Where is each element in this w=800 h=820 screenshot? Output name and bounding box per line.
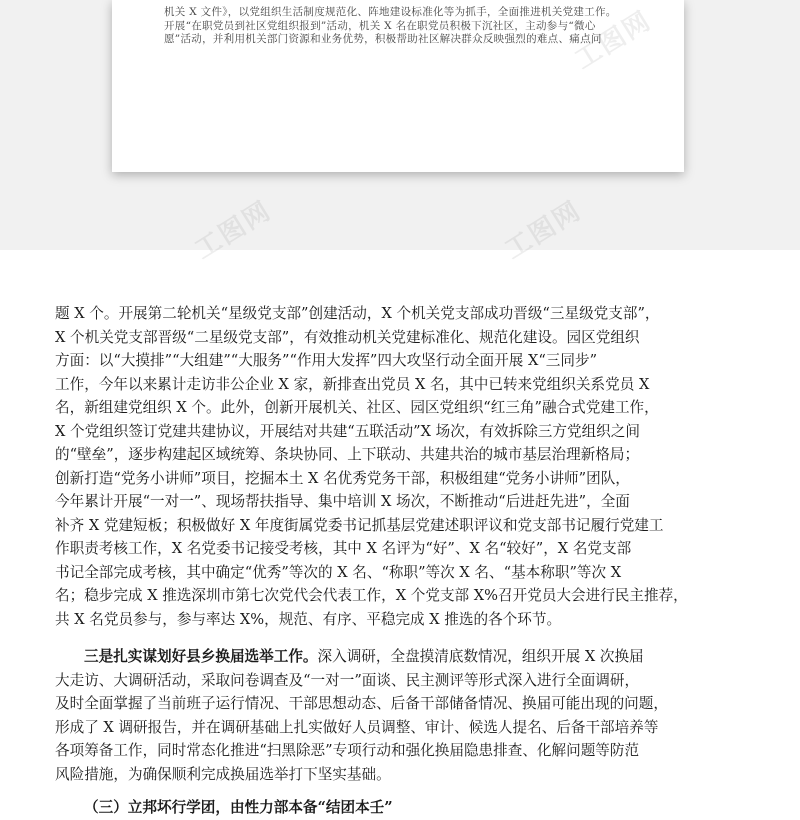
text-line: 今年累计开展“一对一”、现场帮扶指导、集中培训 X 场次，不断推动“后进赶先进”，全面 xyxy=(55,493,630,510)
text-line: 名，新组建党组织 X 个。此外，创新开展机关、社区、园区党组织“红三角”融合式党建工作， xyxy=(55,399,659,416)
text-line: 形成了 X 调研报告，并在调研基础上扎实做好人员调整、审计、候选人提名、后备干部培养等 xyxy=(55,718,659,736)
text-line: 补齐 X 党建短板；积极做好 X 年度街属党委书记抓基层党建述职评议和党支部书记履行党建工 xyxy=(55,516,664,534)
paragraph-party-building xyxy=(55,302,783,631)
text-line: 的“壁垒”，逐步构建起区域统筹、条块协同、上下联动、共建共治的城市基层治理新格局； xyxy=(55,446,640,463)
text-line: 作职责考核工作，X 名党委书记接受考核，其中 X 名评为“好”、X 名“较好”，X 名党支部 xyxy=(55,540,632,557)
watermark-text: 工图网 xyxy=(569,5,657,76)
preview-line: 机关 X 文件》，以党组织生活制度规范化、阵地建设标准化等为抓手，全面推进机关党建工作。 xyxy=(164,6,617,18)
preview-line: 愿”活动，并利用机关部门资源和业务优势，积极帮助社区解决群众反映强烈的难点、痛点问 xyxy=(164,33,602,45)
text-line: 方面：以“大摸排”“大组建”“大服务”“作用大发挥”四大攻坚行动全面开展 X“三同步” xyxy=(55,352,598,369)
text-line: X 个党组织签订党建共建协议，开展结对共建“五联活动”X 场次，有效拆除三方党组织之间 xyxy=(55,422,640,440)
text-line: 各项筹备工作，同时常态化推进“扫黑除恶”专项行动和强化换届隐患排查、化解问题等防范 xyxy=(55,742,640,759)
cutoff-section-heading: （三）立邦坏行学团，由性力部本备“结团本壬” xyxy=(84,799,393,816)
text-line: 书记全部完成考核，其中确定“优秀”等次的 X 名、“称职”等次 X 名、“基本称职”等次 X xyxy=(55,563,622,581)
watermark-text: 工图网 xyxy=(499,195,587,266)
text-line: 工作，今年以来累计走访非公企业 X 家，新排查出党员 X 名，其中已转来党组织关系党员 X xyxy=(55,375,650,393)
text-line: 及时全面掌握了当前班子运行情况、干部思想动态、后备干部储备情况、换届可能出现的问题， xyxy=(55,695,668,712)
document-body xyxy=(55,302,783,820)
text-line: 大走访、大调研活动，采取问卷调查及“一对一”面谈、民主测评等形式深入进行全面调研， xyxy=(55,671,640,689)
paragraph-first-line xyxy=(55,645,783,669)
text-line: 名；稳步完成 X 推选深圳市第七次党代会代表工作，X 个党支部 X%召开党员大会进行民主推荐， xyxy=(55,587,688,604)
paragraph-gap xyxy=(55,631,783,645)
preview-line: 开展“在职党员到社区党组织报到”活动，机关 X 名在职党员积极下沉社区，主动参与“微心 xyxy=(164,19,596,32)
text-line: 共 X 名党员参与，参与率达 X%，规范、有序、平稳完成 X 推选的各个环节。 xyxy=(55,610,562,628)
text-line: 风险措施，为确保顺利完成换届选举打下坚实基础。 xyxy=(55,765,391,783)
watermark-text: 工图网 xyxy=(189,195,277,266)
paragraph-gap xyxy=(55,786,783,796)
paragraph-election xyxy=(55,645,783,786)
section-heading: 三是扎实谋划好县乡换届选举工作。 xyxy=(84,648,318,665)
text-line: 创新打造“党务小讲师”项目，挖掘本土 X 名优秀党务干部，积极组建“党务小讲师”团队， xyxy=(55,469,630,487)
text-run: 深入调研，全盘摸清底数情况，组织开展 X 次换届 xyxy=(317,648,644,665)
text-line: 题 X 个。开展第二轮机关“星级党支部”创建活动，X 个机关党支部成功晋级“三星级党支部”， xyxy=(55,305,660,322)
text-line: X 个机关党支部晋级“二星级党支部”，有效推动机关党建标准化、规范化建设。园区党组织 xyxy=(55,328,640,346)
